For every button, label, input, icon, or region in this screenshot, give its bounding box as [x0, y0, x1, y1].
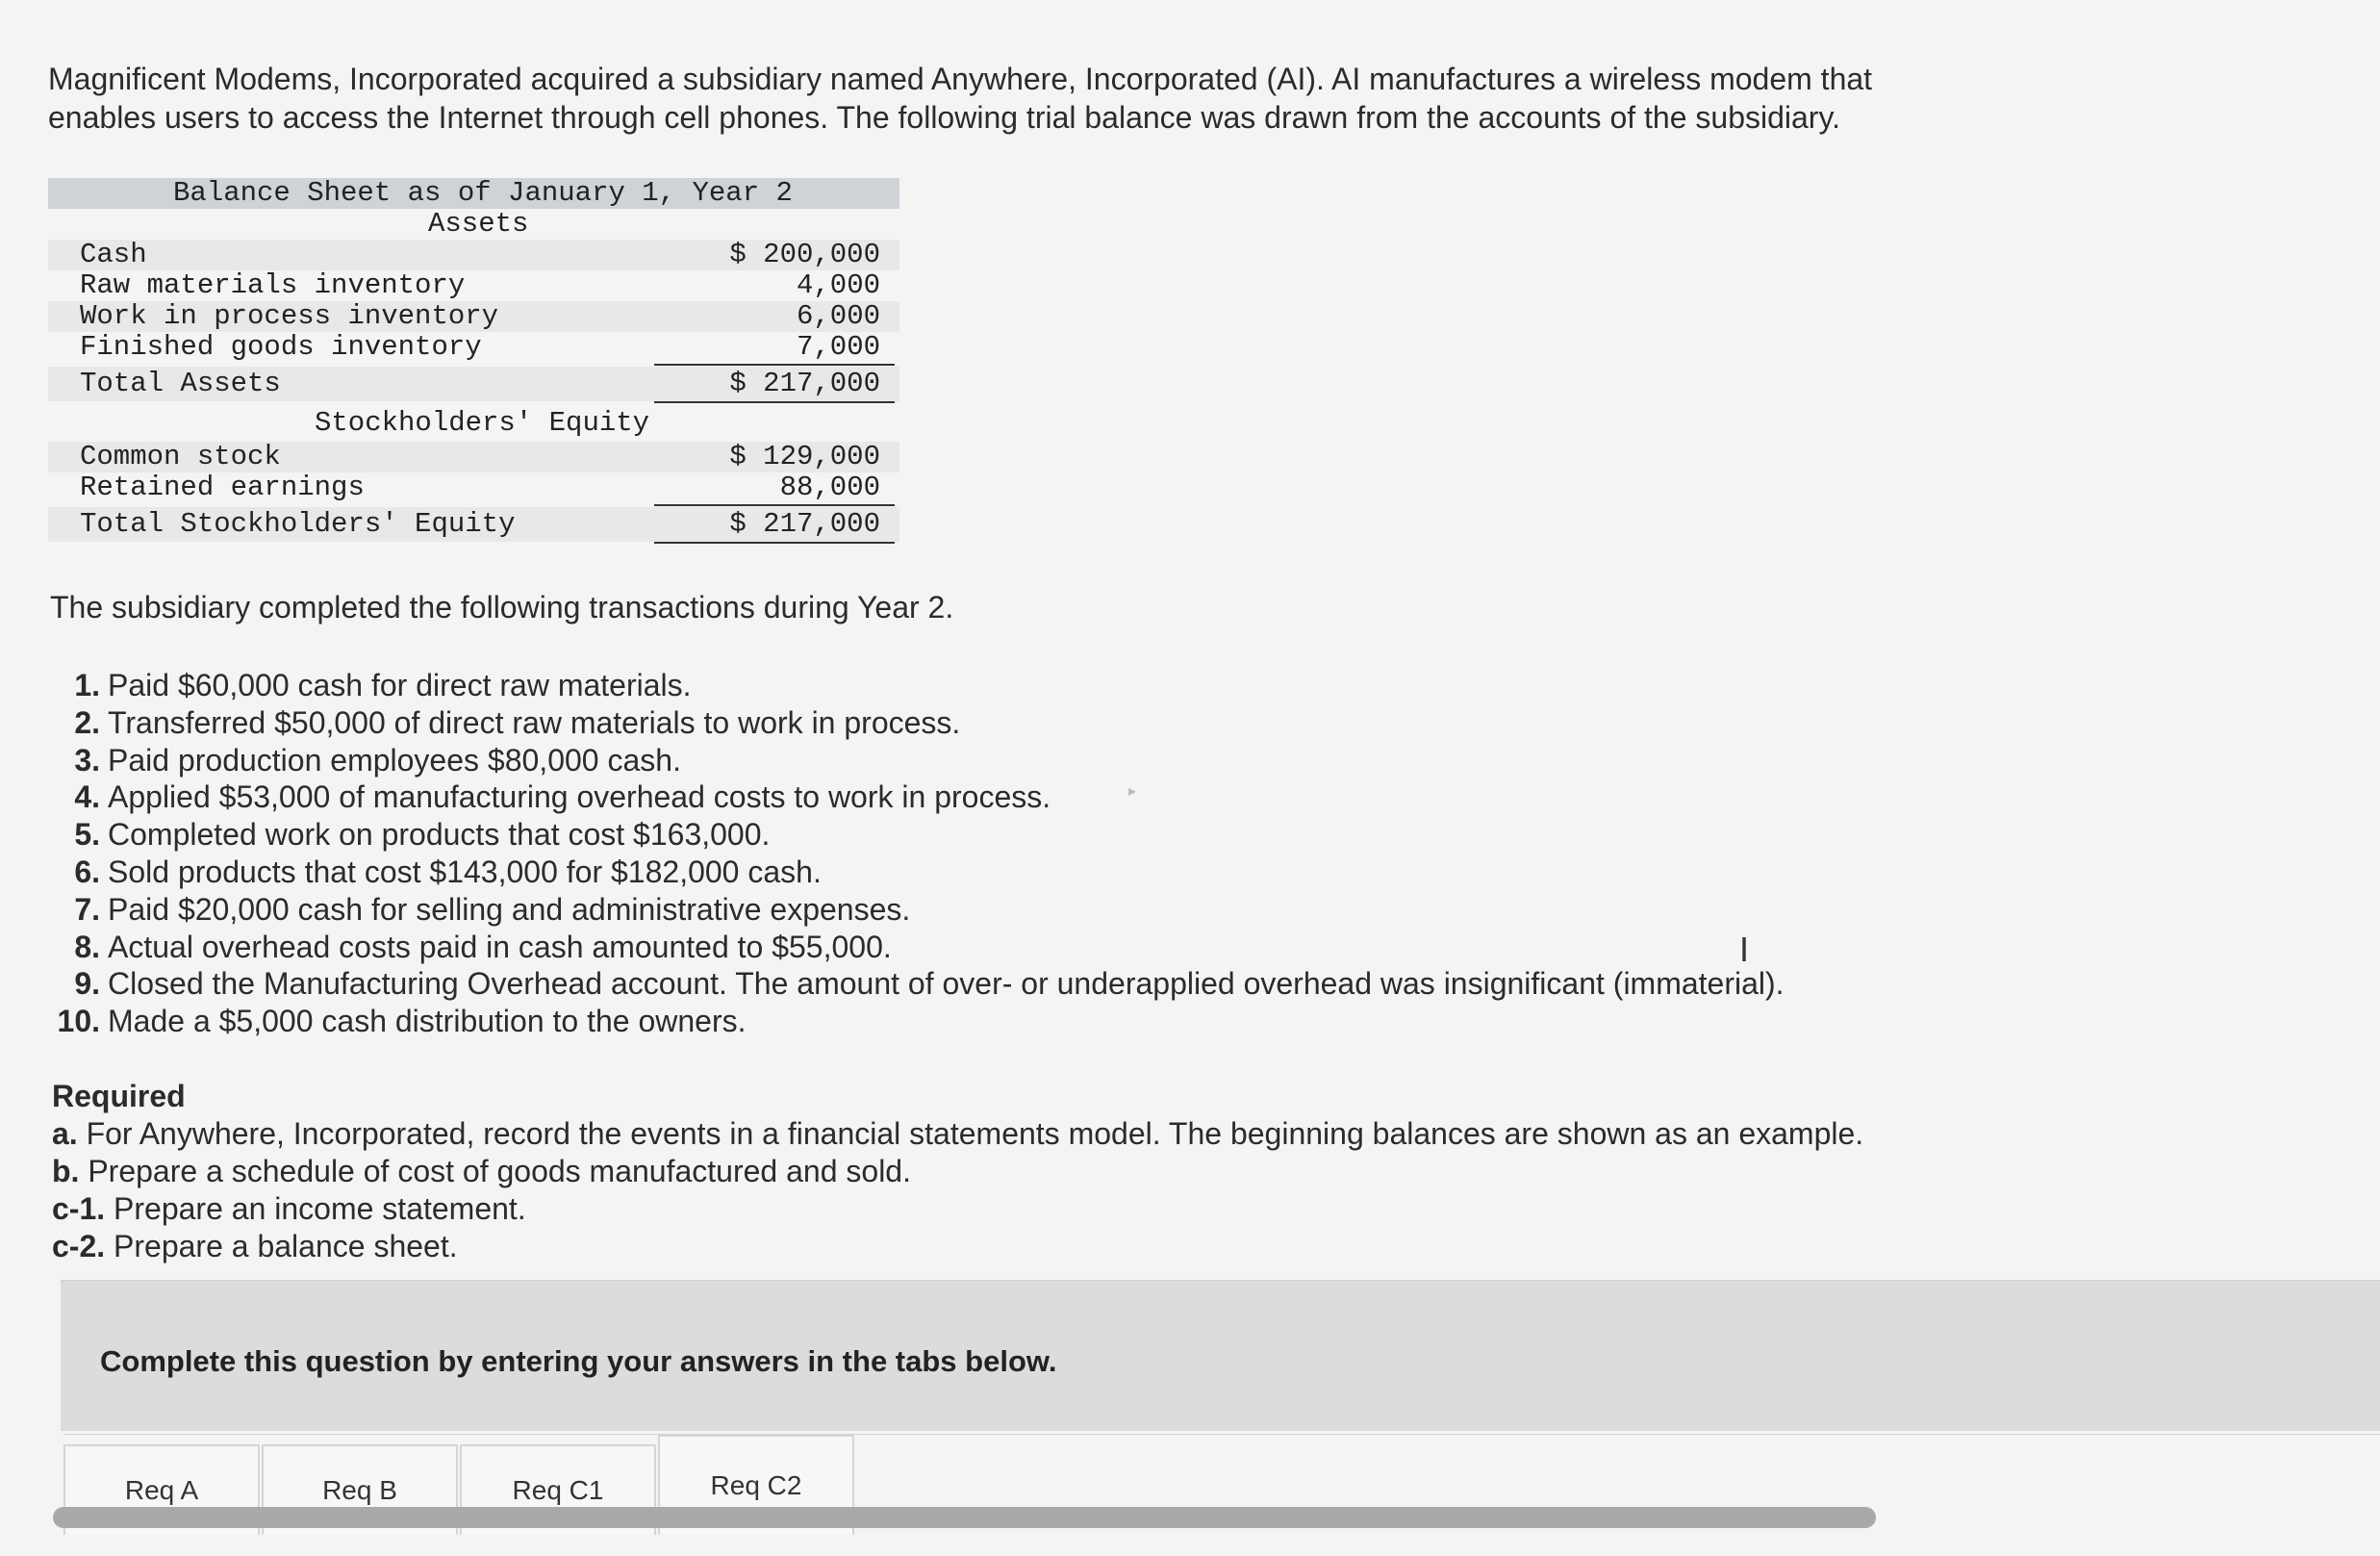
list-item: c-2. Prepare a balance sheet. [52, 1229, 458, 1263]
problem-intro [48, 60, 1991, 137]
total-equity-row: Total Stockholders' Equity $ 217,000 [48, 507, 899, 542]
tab-req-a[interactable]: Req A [63, 1444, 260, 1535]
instructions-panel [61, 1280, 2380, 1431]
list-item: c-1. Prepare an income statement. [52, 1191, 526, 1226]
assets-heading: Assets [428, 208, 529, 240]
list-item: 4. Applied $53,000 of manufacturing overhead costs to work in process. [74, 779, 1051, 815]
list-item: 9. Closed the Manufacturing Overhead account. The amount of over- or underapplied overhead was insignificant (immaterial). [74, 966, 1785, 1002]
list-item: 3. Paid production employees $80,000 cash. [74, 742, 681, 778]
list-item: 10. Made a $5,000 cash distribution to the owners. [57, 1004, 747, 1039]
equity-heading: Stockholders' Equity [315, 407, 650, 439]
horizontal-scrollbar[interactable] [53, 1507, 1876, 1528]
balance-sheet-table [48, 178, 899, 546]
list-item: a. For Anywhere, Incorporated, record the events in a financial statements model. The beginning balances are shown as an example. [52, 1116, 1864, 1151]
panel-message: Complete this question by entering your answers in the tabs below. [100, 1344, 1057, 1378]
total-assets-row: Total Assets $ 217,000 [48, 367, 899, 401]
list-item: 7. Paid $20,000 cash for selling and administrative expenses. [74, 891, 911, 927]
transactions-intro: The subsidiary completed the following transactions during Year 2. [50, 590, 954, 625]
required-heading: Required [52, 1079, 186, 1113]
transactions-list [48, 667, 1785, 1040]
table-row: Cash $ 200,000 [48, 240, 899, 270]
list-item: 8. Actual overhead costs paid in cash amounted to $55,000. [74, 929, 892, 964]
list-item: 5. Completed work on products that cost $163,000. [74, 817, 771, 853]
list-item: 6. Sold products that cost $143,000 for $182,000 cash. [74, 854, 822, 889]
table-row: Common stock $ 129,000 [48, 442, 899, 472]
text-cursor-icon: I [1739, 930, 1750, 969]
intro-line-2: enables users to access the Internet through cell phones. The following trial balance was drawn from the accounts of the subsidiary. [48, 100, 1840, 135]
tab-req-b[interactable]: Req B [262, 1444, 458, 1535]
list-item: 2. Transferred $50,000 of direct raw materials to work in process. [74, 704, 961, 740]
pointer-marker-icon: ▸ [1128, 783, 1137, 800]
intro-line-1: Magnificent Modems, Incorporated acquired a subsidiary named Anywhere, Incorporated (AI). AI manufactures a wireless modem that [48, 62, 1873, 96]
table-row: Work in process inventory 6,000 [48, 301, 899, 332]
tab-req-c1[interactable]: Req C1 [460, 1444, 656, 1535]
balance-sheet-title: Balance Sheet as of January 1, Year 2 [48, 178, 899, 209]
list-item: b. Prepare a schedule of cost of goods manufactured and sold. [52, 1154, 911, 1188]
table-row: Retained earnings 88,000 [80, 472, 880, 503]
tab-req-c2[interactable]: Req C2 [658, 1435, 854, 1535]
list-item: 1. Paid $60,000 cash for direct raw materials. [74, 668, 692, 702]
required-section [52, 1078, 1863, 1265]
table-row: Raw materials inventory 4,000 [80, 269, 880, 301]
table-row: Finished goods inventory 7,000 [80, 331, 880, 363]
